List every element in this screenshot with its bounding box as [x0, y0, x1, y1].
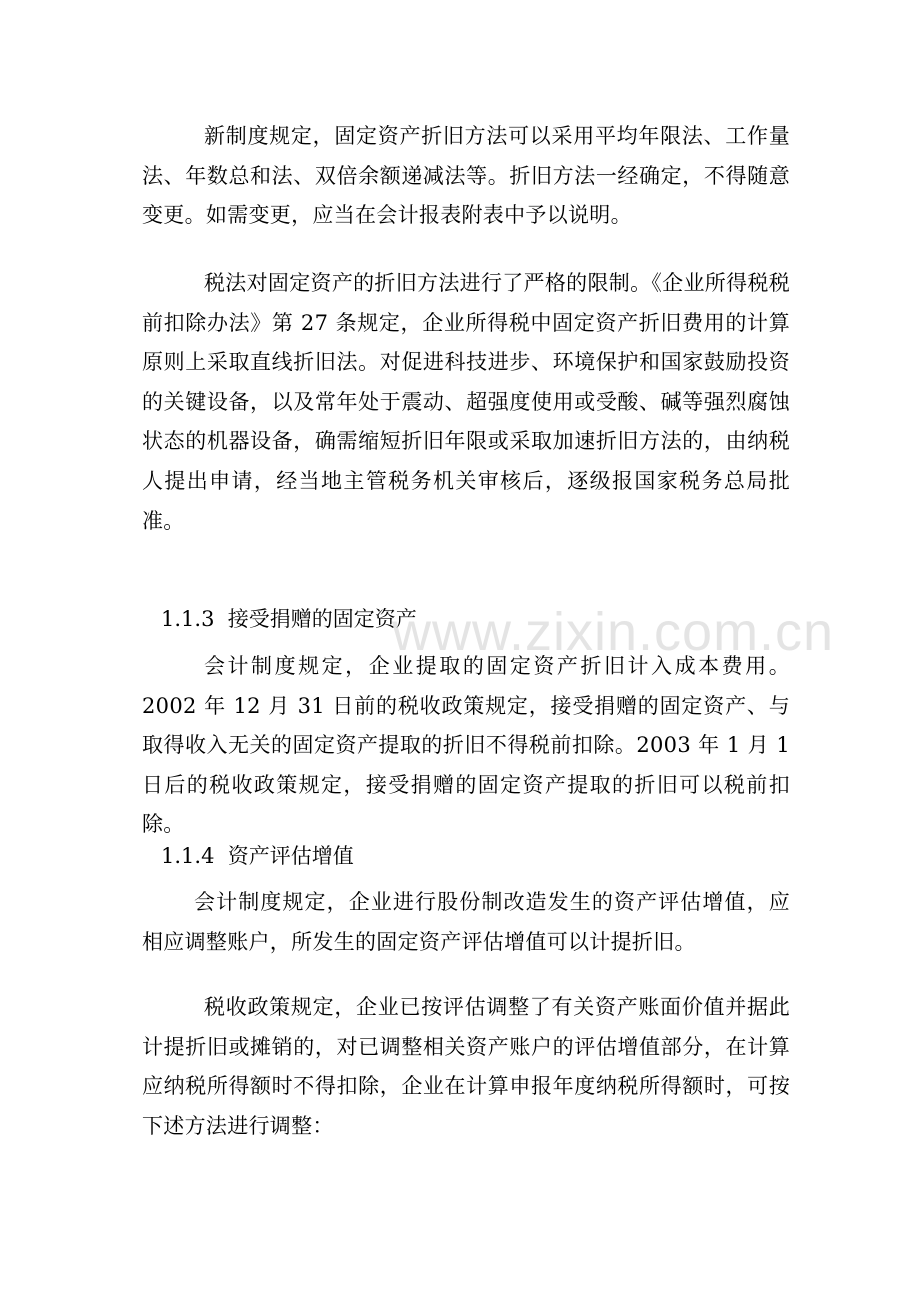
paragraph-appraisal-tax-policy: 税收政策规定，企业已按评估调整了有关资产账面价值并据此计提折旧或摊销的，对已调整相关资产账户的评估增值部分，在计算应纳税所得额时不得扣除，企业在计算申报年度纳税所得额时，可按下述方法进行调整： [142, 995, 790, 1138]
watermark-text: www.zixin.com.cn [392, 602, 835, 662]
paragraph-depreciation-methods: 新制度规定，固定资产折旧方法可以采用平均年限法、工作量法、年数总和法、双倍余额递减法等。折旧方法一经确定，不得随意变更。如需变更，应当在会计报表附表中予以说明。 [142, 124, 790, 228]
section-heading-asset-appraisal: 1.1.4 资产评估增值 [161, 844, 354, 868]
paragraph-donated-assets: 会计制度规定，企业提取的固定资产折旧计入成本费用。2002 年 12 月 31 日前的税收政策规定，接受捐赠的固定资产、与取得收入无关的固定资产提取的折旧不得税前扣除。2003 年 1 月 1 日后的税收政策规定，接受捐赠的固定资产提取的折旧可以税前扣除。 [142, 654, 790, 837]
paragraph-tax-law-depreciation: 税法对固定资产的折旧方法进行了严格的限制。《企业所得税税前扣除办法》第 27 条规定，企业所得税中固定资产折旧费用的计算原则上采取直线折旧法。对促进科技进步、环境保护和国家鼓励投资的关键设备，以及常年处于震动、超强度使用或受酸、碱等强烈腐蚀状态的机器设备，确需缩短折旧年限或采取加速折旧方法的，由纳税人提出申请，经当地主管税务机关审核后，逐级报国家税务总局批准。 [142, 271, 790, 533]
section-heading-donated-assets: 1.1.3 接受捐赠的固定资产 [161, 607, 417, 631]
paragraph-appraisal-accounting: 会计制度规定，企业进行股份制改造发生的资产评估增值，应相应调整账户，所发生的固定资产评估增值可以计提折旧。 [142, 890, 790, 954]
